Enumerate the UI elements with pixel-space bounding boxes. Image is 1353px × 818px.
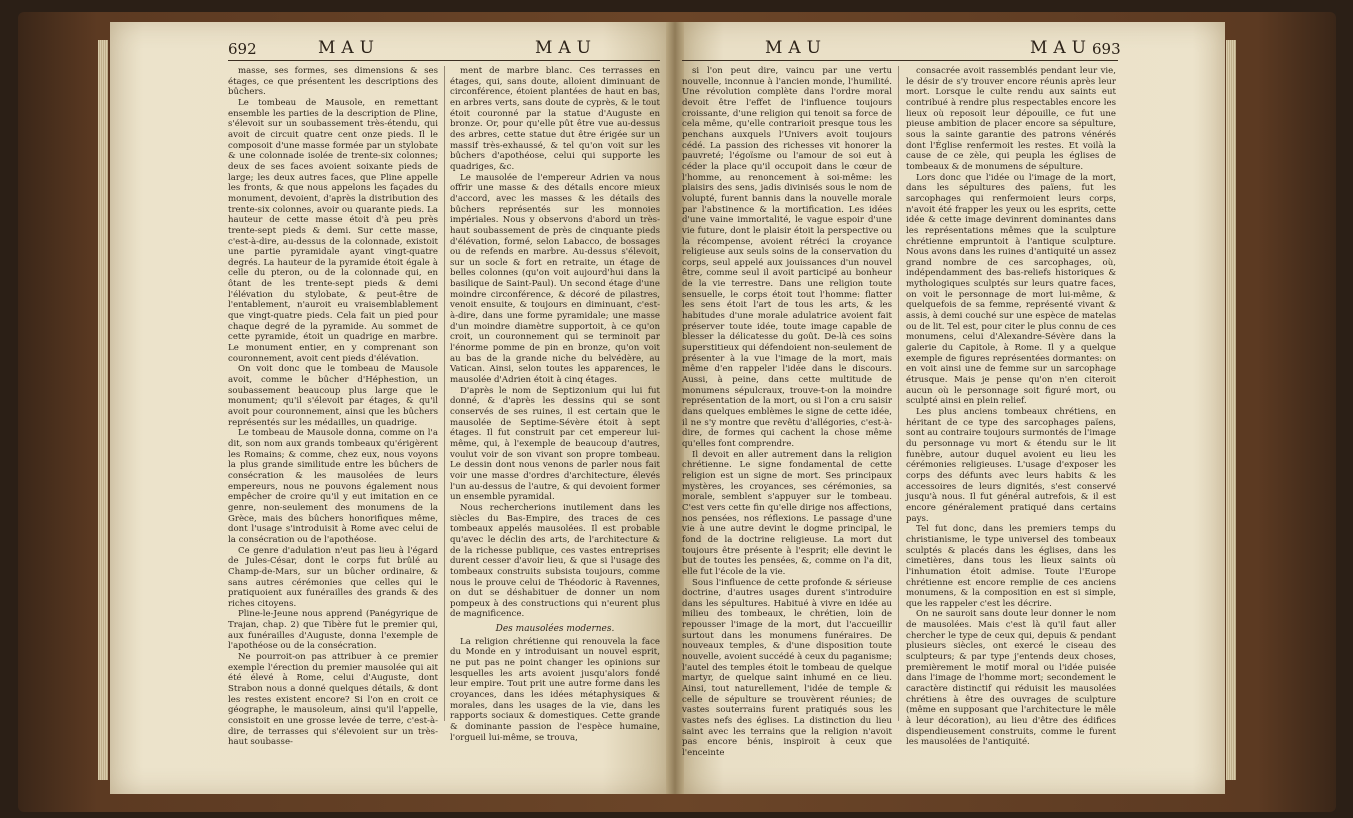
right-header-rule xyxy=(682,60,1118,61)
left-header-right: MAU xyxy=(535,38,598,58)
right-header-left: MAU xyxy=(765,38,828,58)
paragraph: si l'on peut dire, vaincu par une vertu nouvelle, inconnue à l'ancien monde, l'humilité. Une révolution complète dans l'ordre moral devoit être l'effet de l'influence toujours croissante, d'une religion qui tenoit sa force de cela même, qu'elle contrarioit presque tous les penchans auxquels l'Univers avoit toujours cédé. La passion des richesses vit honorer la pauvreté; l'égoïsme ou l'amour de soi eut à céder la place qu'il occupoit dans le cœur de l'homme, au renoncement à soi-même: les plaisirs des sens, jadis divinisés sous le nom de volupté, furent bannis dans la nouvelle morale par l'abstinence & la mortification. Les idées d'une vaine immortalité, le vague espoir d'une vie future, dont le plaisir étoit la perspective ou la récompense, avoient rétréci la croyance religieuse aux seuls soins de la conservation du corps, seul appelé aux jouissances d'un nouvel être, comme seul il avoit participé au bonheur de la vie terrestre. Dans une religion toute sensuelle, le corps étoit tout l'homme: flatter les sens étoit l'art de tous les arts, & les habitudes d'une morale adulatrice avoient fait préserver toute idée, toute image capable de blesser la délicatesse du goût. De-là ces soins superstitieux qui défendoient non-seulement de présenter à la vue l'image de la mort, mais même d'en rappeler l'idée dans le discours. Aussi, à peine, dans cette multitude de monumens sépulcraux, trouve-t-on la moindre représentation de la mort, ou si l'on a cru saisir dans quelques emblèmes le signe de cette idée, il ne s'y montre que revêtu d'allégories, c'est-à-dire, de formes qui cachent la chose même qu'elles font comprendre. xyxy=(682,66,892,449)
paragraph: Nous rechercherions inutilement dans les siècles du Bas-Empire, des traces de ces tombeaux appelés mausolées. Il est probable qu'avec le déclin des arts, de l'architecture & de la richesse publique, ces vastes entreprises durent cesser d'avoir lieu, & que si l'usage des tombeaux construits subsista toujours, comme nous le prouve celui de Théodoric à Ravennes, on dut se déshabituer de donner un nom pompeux à des constructions qui n'eurent plus de magnificence. xyxy=(450,502,660,620)
right-page-column-2 xyxy=(906,66,1116,748)
section-heading: Des mausolées modernes. xyxy=(495,624,615,635)
left-header-left: MAU xyxy=(318,38,381,58)
right-page-number: 693 xyxy=(1092,40,1121,58)
left-page-number: 692 xyxy=(228,40,257,58)
paragraph: On ne sauroit sans doute leur donner le nom de mausolées. Mais c'est là qu'il faut aller chercher le type de ceux qui, depuis & pendant plusieurs siècles, ont exercé le ciseau des sculpteurs; & par type j'entends deux choses, premièrement le motif moral ou l'idée puisée dans l'image de l'homme mort; secondement le caractère distinctif qui réduisit les mausolées chrétiens à être des ouvrages de sculpture (même en supposant que l'architecture le mêle à leur décoration), au lieu d'être des édifices dispendieusement construits, comme le furent les mausolées de l'antiquité. xyxy=(906,609,1116,748)
paragraph: Il devoit en aller autrement dans la religion chrétienne. Le signe fondamental de cette religion est un signe de mort. Ses principaux mystères, les croyances, ses cérémonies, sa morale, semblent s'appuyer sur le tombeau. C'est vers cette fin qu'elle dirige nos affections, nos pensées, nos réflexions. Le passage d'une vie à une autre devint le dogme principal, le fond de la doctrine religieuse. La mort dut toujours être présente à l'esprit; elle devint le but de toutes les pensées, &, comme on l'a dit, elle fut l'école de la vie. xyxy=(682,449,892,577)
left-header-rule xyxy=(228,60,660,61)
right-header-right: MAU xyxy=(1030,38,1093,58)
paragraph: Le tombeau de Mausole, en remettant ensemble les parties de la description de Pline, s'élevoit sur un soubassement très-étendu, qui avoit de circuit quatre cent onze pieds. Il le composoit d'une masse formée par un stylobate & une colonnade isolée de trente-six colonnes; deux de ses faces avoient soixante pieds de large; les deux autres faces, que Pline appelle les fronts, & que nous appelons les façades du monument, devoient, d'après la distribution des trente-six colonnes, avoir ou quarante pieds. La hauteur de cette masse étoit d'à peu près trente-sept pieds & demi. Sur cette masse, c'est-à-dire, au-dessus de la colonnade, existoit une partie pyramidale ayant vingt-quatre degrés. La hauteur de la pyramide étoit égale à celle du pteron, ou de la colonnade qui, en ôtant de les trente-sept pieds & demi l'élévation du stylobate, & peut-être de l'entablement, n'auroit eu vraisemblablement que vingt-quatre pieds. Cela fait un pied pour chaque degré de la pyramide. Au sommet de cette pyramide, étoit un quadrige en marbre. Le monument entier, en y comprenant son couronnement, avoit cent pieds d'élévation. xyxy=(228,97,438,364)
paragraph: ment de marbre blanc. Ces terrasses en étages, qui, sans doute, alloient diminuant de circonférence, étoient plantées de haut en bas, en arbres verts, sans doute de cyprès, & le tout étoit couronné par la statue d'Auguste en bronze. Or, pour qu'elle pût être vue au-dessus des arbres, cette statue dut être érigée sur un massif très-exhaussé, & tel qu'on voit sur les bûchers d'apothéose, celui qui supporte les quadriges, &c. xyxy=(450,66,660,172)
left-column-divider xyxy=(444,66,445,721)
paragraph: Tel fut donc, dans les premiers temps du christianisme, le type universel des tombeaux sculptés & placés dans les églises, dans les cimetières, dans tous les lieux saints où l'inhumation étoit admise. Toute l'Europe chrétienne est encore remplie de ces anciens monumens, & la composition en est si simple, que les rappeler c'est les décrire. xyxy=(906,524,1116,609)
right-page-edges xyxy=(1226,40,1236,780)
right-page-column-1 xyxy=(682,66,892,759)
paragraph: Le mausolée de l'empereur Adrien va nous offrir une masse & des détails encore mieux d'accord, avec les masses & les détails des bûchers représentés sur les monnoies impériales. Nous y observons d'abord un très-haut soubassement de près de cinquante pieds d'élévation, formé, selon Labacco, de bossages ou de refends en marbre. Au-dessus s'élevoit, sur un socle & fort en retraite, un étage de belles colonnes (qu'on voit aujourd'hui dans la basilique de Saint-Paul). Un second étage d'une moindre circonférence, & décoré de pilastres, venoit ensuite, & toujours en diminuant, c'est-à-dire, dans une forme pyramidale; une masse d'un moindre diamètre supportoit, à ce qu'on croit, un couronnement qui se terminoit par l'énorme pomme de pin en bronze, qu'on voit au bas de la grande niche du belvédère, au Vatican. Ainsi, selon toutes les apparences, le mausolée d'Adrien étoit à cinq étages. xyxy=(450,172,660,386)
left-page-edges xyxy=(98,40,108,780)
paragraph: Ne pourroit-on pas attribuer à ce premier exemple l'érection du premier mausolée qui ait été élevé à Rome, celui d'Auguste, dont Strabon nous a donné quelques détails, & dont les restes existent encore? Si l'on en croit ce géographe, le mausoleum, ainsi qu'il l'appelle, consistoit en une grosse levée de terre, c'est-à-dire, de terrasses qui s'élevoient sur un très-haut soubasse- xyxy=(228,652,438,748)
paragraph: masse, ses formes, ses dimensions & ses étages, ce que présentent les descriptions des bûchers. xyxy=(228,66,438,98)
paragraph: consacrée avoit rassemblés pendant leur vie, le désir de s'y trouver encore réunis après leur mort. Lorsque le culte rendu aux saints eut contribué à rendre plus respectables encore les lieux où reposoit leur dépouille, ce fut une pieuse ambition de placer encore sa sépulture, sous la sainte garantie des patrons vénérés dont l'Église renfermoit les restes. Et voilà la cause de ce zèle, qui peupla les églises de tombeaux & de monumens de sépulture. xyxy=(906,66,1116,172)
paragraph: Pline-le-Jeune nous apprend (Panégyrique de Trajan, chap. 2) que Tibère fut le premier qui, aux funérailles d'Auguste, donna l'exemple de l'apothéose ou de la consécration. xyxy=(228,609,438,652)
paragraph: Le tombeau de Mausole donna, comme on l'a dit, son nom aux grands tombeaux qu'érigèrent les Romains; & comme, chez eux, nous voyons la plus grande similitude entre les bûchers de consécration & les mausolées de leurs empereurs, nous ne pouvons également nous empêcher de croire qu'il y eut imitation en ce genre, non-seulement des monumens de la Grèce, mais des bûchers honorifiques même, dont l'usage s'introduisit à Rome avec celui de la consécration ou de l'apothéose. xyxy=(228,428,438,545)
paragraph: Les plus anciens tombeaux chrétiens, en héritant de ce type des sarcophages païens, sont au contraire toujours surmontés de l'image du personnage vu mort & étendu sur le lit funèbre, autour duquel avoient eu lieu les cérémonies religieuses. L'usage d'exposer les corps des défunts avec leurs habits & les accessoires de leurs dignités, s'est conservé jusqu'à nous. Il fut général autrefois, & il est encore généralement pratiqué dans certains pays. xyxy=(906,407,1116,524)
paragraph: La religion chrétienne qui renouvela la face du Monde en y introduisant un nouvel esprit, ne put pas ne point changer les opinions sur lesquelles les arts avoient jusqu'alors fondé leur empire. Tout prit une autre forme dans les croyances, dans les idées métaphysiques & morales, dans les usages de la vie, dans les rapports sociaux & domestiques. Cette grande & dominante passion de l'espèce humaine, l'orgueil lui-même, se trouva, xyxy=(450,636,660,743)
paragraph: Ce genre d'adulation n'eut pas lieu à l'égard de Jules-César, dont le corps fut brûlé au Champ-de-Mars, sur un bûcher ordinaire, & sans autres cérémonies que celles qui le pratiquoient aux funérailles des grands & des riches citoyens. xyxy=(228,545,438,609)
paragraph: Sous l'influence de cette profonde & sérieuse doctrine, d'autres usages durent s'introduire dans les sépultures. Habitué à vivre en idée au milieu des tombeaux, le chrétien, loin de repousser l'image de la mort, dut l'accueillir surtout dans les monumens funéraires. De nouveaux temples, & d'une disposition toute nouvelle, avoient succédé à ceux du paganisme; l'autel des temples étoit le tombeau de quelque martyr, de quelque saint inhumé en ce lieu. Ainsi, tout naturellement, l'idée de temple & celle de sépulture se trouvèrent réunies; de vastes souterrains furent pratiqués sous les vastes nefs des églises. La distinction du lieu saint avec les terrains que la religion n'avoit pas encore bénis, inspiroit à ceux que l'enceinte xyxy=(682,577,892,758)
paragraph: D'après le nom de Septizonium qui lui fut donné, & d'après les dessins qui se sont conservés de ses ruines, il est certain que le mausolée de Septime-Sévère étoit à sept étages. Il fut construit par cet empereur lui-même, qui, à l'exemple de beaucoup d'autres, voulut voir de son vivant son propre tombeau. Le dessin dont nous venons de parler nous fait voir une masse d'ordres d'architecture, élevés l'un au-dessus de l'autre, & qui devoient former un ensemble pyramidal. xyxy=(450,385,660,503)
right-column-divider xyxy=(898,66,899,721)
paragraph: On voit donc que le tombeau de Mausole avoit, comme le bûcher d'Héphestion, un soubassement beaucoup plus large que le monument; qu'il s'élevoit par étages, & qu'il avoit pour couronnement, ainsi que les bûchers représentés sur les médailles, un quadrige. xyxy=(228,364,438,428)
paragraph: Lors donc que l'idée ou l'image de la mort, dans les sépultures des païens, fut les sarcophages qui renfermoient leurs corps, n'avoit été frapper les yeux ou les esprits, cette idée & cette image devinrent dominantes dans les représentations mêmes que la sculpture chrétienne empruntoit à l'antique sculpture. Nous avons dans les ruines d'antiquité un assez grand nombre de ces sarcophages, où, indépendamment des bas-reliefs historiques & mythologiques sculptés sur leurs quatre faces, on voit le personnage de mort lui-même, & quelquefois de sa femme, représenté vivant & assis, à demi couché sur une espèce de matelas ou de lit. Tel est, pour citer le plus connu de ces monumens, celui d'Alexandre-Sévère dans la galerie du Capitole, à Rome. Il y a quelque exemple de figures représentées dormantes: on en voit ainsi une de femme sur un sarcophage étrusque. Mais je pense qu'on n'en citeroit aucun où le personnage soit figuré mort, ou sculpté ainsi en plein relief. xyxy=(906,172,1116,407)
left-page-column-2 xyxy=(450,66,660,743)
left-page-column-1 xyxy=(228,66,438,748)
